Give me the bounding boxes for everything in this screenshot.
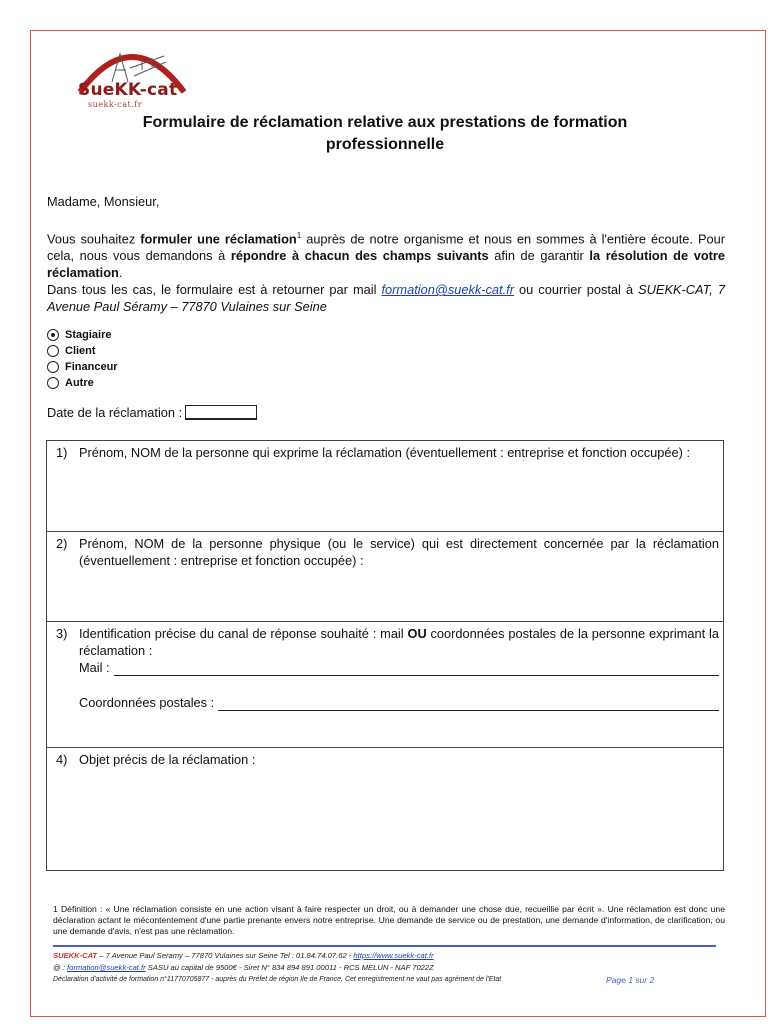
section-4[interactable] [47, 747, 723, 872]
footer-divider [53, 945, 716, 947]
postal-field[interactable] [79, 694, 719, 711]
requester-type-group [47, 327, 118, 391]
section-3-text: coordonnées postales de la personne exprimant la réclamation : [79, 626, 720, 658]
footer-line-1 [53, 951, 733, 960]
radio-label: Client [65, 345, 96, 357]
mail-input-line[interactable] [114, 662, 719, 676]
section-3-bold: OU [407, 626, 427, 641]
radio-unchecked-icon[interactable] [47, 361, 59, 373]
intro-text: afin de garantir [488, 248, 590, 264]
postal-input-line[interactable] [218, 697, 719, 711]
date-row [47, 405, 257, 420]
date-label: Date de la réclamation : [47, 405, 183, 420]
section-number: 1) [56, 445, 68, 460]
company-logo [72, 40, 192, 110]
intro-bold-text: formuler une réclamation [140, 231, 297, 247]
intro-bold-text: répondre à chacun des champs suivants [230, 248, 489, 264]
intro-text: . [118, 265, 123, 281]
section-1-label: Prénom, NOM de la personne qui exprime la réclamation (éventuellement : entreprise et fonction occupée) : [79, 445, 691, 460]
section-3 [47, 621, 723, 747]
radio-label: Autre [65, 377, 94, 389]
intro-text: Vous souhaitez [47, 231, 141, 247]
greeting: Madame, Monsieur, [47, 194, 160, 209]
mail-label: Mail : [79, 660, 110, 675]
radio-autre[interactable] [47, 375, 118, 391]
section-2-label: Prénom, NOM de la personne physique (ou le service) qui est directement concernée par la réclamation (éventuellement : entreprise et fonction occupée) : [79, 536, 719, 568]
radio-unchecked-icon[interactable] [47, 377, 59, 389]
logo-brand-text: SueKK-cat [78, 80, 178, 100]
radio-financeur[interactable] [47, 359, 118, 375]
section-3-text: Identification précise du canal de réponse souhaité : mail [79, 626, 408, 641]
section-1[interactable] [47, 441, 723, 531]
footnote-ref: 1 [296, 231, 302, 240]
radio-stagiaire[interactable] [47, 327, 118, 343]
footer-text: – 7 Avenue Paul Seramy – 77870 Vulaines sur Seine Tel : 01.84.74.07.62 - [97, 951, 354, 960]
section-number: 4) [56, 752, 68, 767]
footer-company: SUEKK-CAT [53, 951, 98, 960]
footer-text: @ : [53, 963, 68, 972]
page-number: Page 1 sur 2 [606, 975, 655, 985]
claim-form-table [46, 440, 724, 871]
footer-email-link[interactable]: formation@suekk-cat.fr [67, 963, 146, 972]
postal-address: SUEKK-CAT, 7 Avenue Paul Séramy – 77870 Vulaines sur Seine [47, 282, 725, 315]
logo-sub-text: suekk-cat.fr [88, 100, 143, 109]
radio-label: Financeur [65, 361, 118, 373]
section-4-label: Objet précis de la réclamation : [79, 752, 256, 767]
section-number: 3) [56, 626, 68, 641]
footer-text: SASU au capital de 9500€ - Siret N° 834 894 891 00011 - RCS MELUN - NAF 7022Z [145, 963, 434, 972]
footnote: 1 Définition : « Une réclamation consiste en une action visant à faire respecter un droit, ou à demander une chose due, recueillie par écrit ». Une réclamation est donc une déclaration actant le mécontentement d'une partie prenante envers notre entreprise. Une demande de service ou de prestation, une demande d'information, de clarification, ou une demande d'avis, n'est pas une réclamation. [53, 904, 725, 936]
postal-label: Coordonnées postales : [79, 695, 215, 710]
footer-line-2 [53, 963, 733, 972]
footer-line-3: Déclaration d'activité de formation n°11770705877 - auprès du Préfet de région Ile de France, Cet enregistrement ne vaut pas agrément de l'Etat [53, 976, 502, 983]
section-3-label [79, 625, 719, 659]
section-2[interactable] [47, 531, 723, 621]
intro-text: ou courrier postal à [513, 282, 639, 298]
intro-bold-text: la résolution de votre réclamation [47, 248, 726, 281]
section-3-body [79, 625, 719, 711]
intro-paragraph [47, 227, 725, 315]
radio-unchecked-icon[interactable] [47, 345, 59, 357]
radio-client[interactable] [47, 343, 118, 359]
date-input[interactable] [185, 405, 257, 420]
mail-field[interactable] [79, 659, 719, 676]
intro-text: Dans tous les cas, le formulaire est à retourner par mail [47, 282, 382, 298]
footer-website-link[interactable]: https://www.suekk-cat.fr [353, 951, 434, 960]
intro-text: auprès de notre organisme et nous en sommes à l'entière écoute. Pour cela, nous vous demandons à [47, 231, 726, 264]
title-line-2: professionnelle [325, 136, 445, 153]
radio-label: Stagiaire [65, 329, 112, 341]
title-line-1: Formulaire de réclamation relative aux prestations de formation [142, 114, 628, 131]
section-number: 2) [56, 536, 68, 551]
radio-checked-icon[interactable] [47, 329, 59, 341]
document-title [60, 112, 710, 156]
contact-email-link[interactable]: formation@suekk-cat.fr [381, 282, 514, 298]
